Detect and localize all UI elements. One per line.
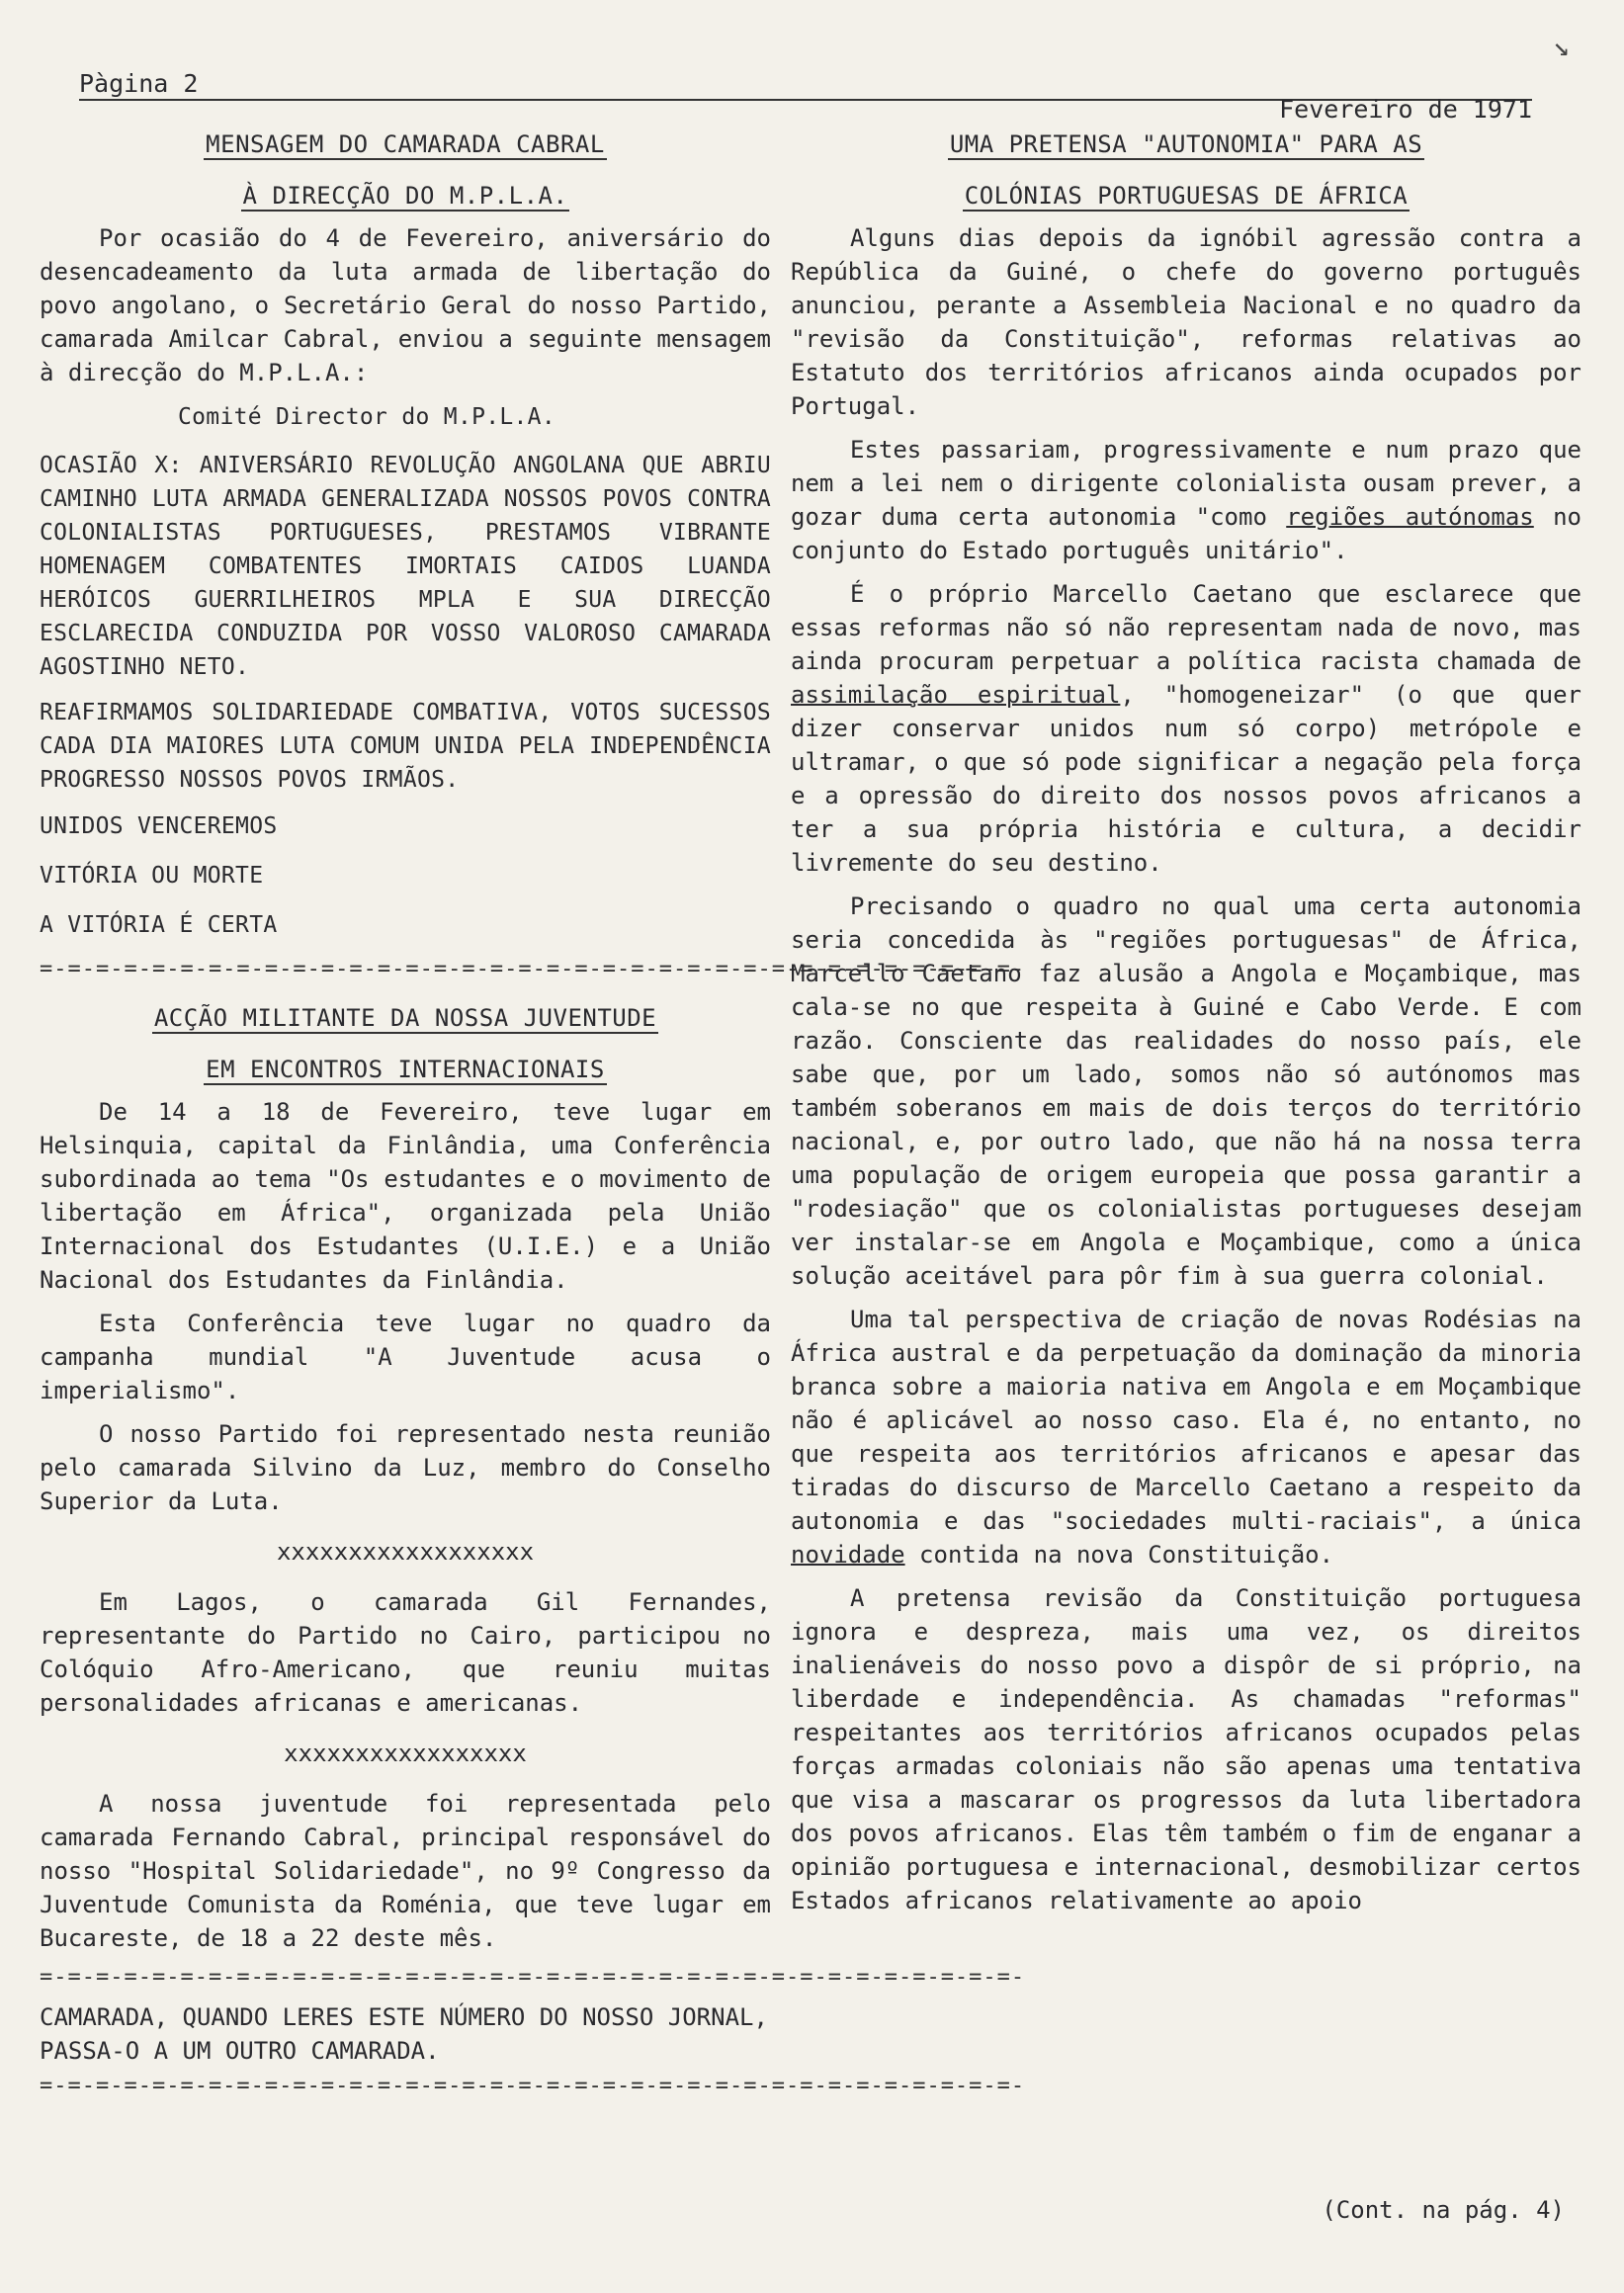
article-paragraph: Por ocasião do 4 de Fevereiro, aniversário do desencadeamento da luta armada de libertação do povo angolano, o Secretário Geral do nosso Partido, camarada Amilcar Cabral, enviou a seguinte mensagem à direcção do M.P.L.A.: xyxy=(40,224,771,386)
issue-date: Fevereiro de 1971 xyxy=(1279,95,1532,124)
corner-stain: ↘ xyxy=(1553,30,1570,62)
item-separator: xxxxxxxxxxxxxxxxxx xyxy=(276,1538,535,1566)
message-body: REAFIRMAMOS SOLIDARIEDADE COMBATIVA, VOTOS SUCESSOS CADA DIA MAIORES LUTA COMUM UNIDA PELA INDEPENDÊNCIA PROGRESSO NOSSOS POVOS IRMÃOS. xyxy=(40,700,771,793)
article-paragraph: De 14 a 18 de Fevereiro, teve lugar em Helsinquia, capital da Finlândia, uma Conferência subordinada ao tema "Os estudantes e o movimento de libertação em África", organizada pela União Internacional dos Estudantes (U.I.E.) e a União Nacional dos Estudantes da Finlândia. xyxy=(40,1098,771,1294)
section-separator: =-=-=-=-=-=-=-=-=-=-=-=-=-=-=-=-=-=-=-=-=-=-=-=-=-=-=-=-=-=-=-=-=-=-=- xyxy=(40,957,1026,981)
article-paragraph: O nosso Partido foi representado nesta reunião pelo camarada Silvino da Luz, membro do Conselho Superior da Luta. xyxy=(40,1420,771,1515)
article-cabral-message xyxy=(40,119,771,943)
page-number: Pàgina 2 xyxy=(79,69,199,98)
article-paragraph: Uma tal perspectiva de criação de novas Rodésias na África austral e da perpetuação da dominação da minoria branca sobre a maioria nativa em Angola e em Moçambique não é aplicável ao nosso caso. Ela é, no entanto, no que respeita aos territórios africanos e apesar das tiradas do discurso de Marcello Caetano a respeito da autonomia e das "sociedades multi-raciais", a única novidade contida na nova Constituição. xyxy=(791,1306,1581,1569)
article-paragraph: É o próprio Marcello Caetano que esclarece que essas reformas não só não representam nada de novo, mas ainda procuram perpetuar a política racista chamada de assimilação espiritual, "homogeneizar" (o que quer dizer conservar unidos num só corpo) metrópole e ultramar, o que só pode significar a negação pela força e a opressão do direito dos nossos povos africanos a ter a sua própria história e cultura, a decidir livremente do seu destino. xyxy=(791,580,1581,877)
underlined-term: novidade xyxy=(791,1541,905,1569)
section-separator: =-=-=-=-=-=-=-=-=-=-=-=-=-=-=-=-=-=-=-=-=-=-=-=-=-=-=-=-=-=-=-=-=-=-=- xyxy=(40,1965,1026,1990)
article-paragraph: A nossa juventude foi representada pelo camarada Fernando Cabral, principal responsável do nosso "Hospital Solidariedade", no 9º Congresso da Juventude Comunista da Roménia, que teve lugar em Bucareste, de 18 a 22 deste mês. xyxy=(40,1790,771,1952)
section-separator: =-=-=-=-=-=-=-=-=-=-=-=-=-=-=-=-=-=-=-=-=-=-=-=-=-=-=-=-=-=-=-=-=-=-=- xyxy=(40,2074,1026,2098)
right-column xyxy=(791,119,1581,1927)
slogan: VITÓRIA OU MORTE xyxy=(40,863,264,889)
article-paragraph: Esta Conferência teve lugar no quadro da campanha mundial "A Juventude acusa o imperialismo". xyxy=(40,1310,771,1404)
slogan: UNIDOS VENCEREMOS xyxy=(40,813,278,839)
article-paragraph: Estes passariam, progressivamente e num prazo que nem a lei nem o dirigente colonialista ousam prever, a gozar duma certa autonomia "como regiões autónomas no conjunto do Estado português unitário". xyxy=(791,436,1581,564)
continued-note: (Cont. na pág. 4) xyxy=(1322,2196,1565,2224)
page-header xyxy=(79,69,1532,124)
article-youth-action xyxy=(40,992,771,1955)
article-paragraph: Em Lagos, o camarada Gil Fernandes, representante do Partido no Cairo, participou no Colóquio Afro-Americano, que reuniu muitas personalidades africanas e americanas. xyxy=(40,1588,771,1717)
underlined-term: assimilação espiritual xyxy=(791,681,1121,709)
article-title: À DIRECÇÃO DO M.P.L.A. xyxy=(242,182,568,210)
underlined-term: regiões autónomas xyxy=(1286,503,1534,531)
article-paragraph: A pretensa revisão da Constituição portuguesa ignora e despreza, mais uma vez, os direitos inalienáveis do nosso povo a dispôr de si próprio, na liberdade e independência. As chamadas "reformas" respeitantes aos territórios africanos ocupados pelas forças armadas coloniais não são apenas uma tentativa que visa a mascarar os progressos da luta libertadora dos povos africanos. Elas têm também o fim de enganar a opinião portuguesa e internacional, desmobilizar certos Estados africanos relativamente ao apoio xyxy=(791,1584,1581,1914)
article-title: UMA PRETENSA "AUTONOMIA" PARA AS xyxy=(949,130,1423,158)
slogan: A VITÓRIA É CERTA xyxy=(40,912,278,938)
message-addressee: Comité Director do M.P.L.A. xyxy=(178,404,556,430)
article-title: ACÇÃO MILITANTE DA NOSSA JUVENTUDE xyxy=(153,1004,657,1032)
item-separator: xxxxxxxxxxxxxxxxx xyxy=(284,1740,527,1767)
article-paragraph: Alguns dias depois da ignóbil agressão contra a República da Guiné, o chefe do governo português anunciou, perante a Assembleia Nacional e no quadro da "revisão da Constituição", reformas relativas ao Estatuto dos territórios africanos ainda ocupados por Portugal. xyxy=(791,224,1581,420)
article-title: MENSAGEM DO CAMARADA CABRAL xyxy=(206,130,605,158)
article-paragraph: Precisando o quadro no qual uma certa autonomia seria concedida às "regiões portuguesas" de África, Marcello Caetano faz alusão a Angola e Moçambique, mas cala-se no que respeita à Guiné e Cabo Verde. E com razão. Consciente das realidades do nosso país, ele sabe que, por um lado, somos não só autónomos mas também soberanos em mais de dois terços do território nacional, e, por outro lado, que não há na nossa terra uma população de origem europeia que possa garantir a "rodesiação" que os colonialistas portugueses desejam ver instalar-se em Angola e Moçambique, como a única solução aceitável para pôr fim à sua guerra colonial. xyxy=(791,892,1581,1290)
message-body: OCASIÃO X: ANIVERSÁRIO REVOLUÇÃO ANGOLANA QUE ABRIU CAMINHO LUTA ARMADA GENERALIZADA NOSSOS POVOS CONTRA COLONIALISTAS PORTUGUESES, PRESTAMOS VIBRANTE HOMENAGEM COMBATENTES IMORTAIS CAIDOS LUANDA HERÓICOS GUERRILHEIROS MPLA E SUA DIRECÇÃO ESCLARECIDA CONDUZIDA POR VOSSO VALOROSO CAMARADA AGOSTINHO NETO. xyxy=(40,453,771,680)
article-title: COLÓNIAS PORTUGUESAS DE ÁFRICA xyxy=(964,182,1409,210)
reader-callout: CAMARADA, QUANDO LERES ESTE NÚMERO DO NOSSO JORNAL, PASSA-O A UM OUTRO CAMARADA. xyxy=(40,2003,768,2065)
article-title: EM ENCONTROS INTERNACIONAIS xyxy=(206,1056,605,1083)
